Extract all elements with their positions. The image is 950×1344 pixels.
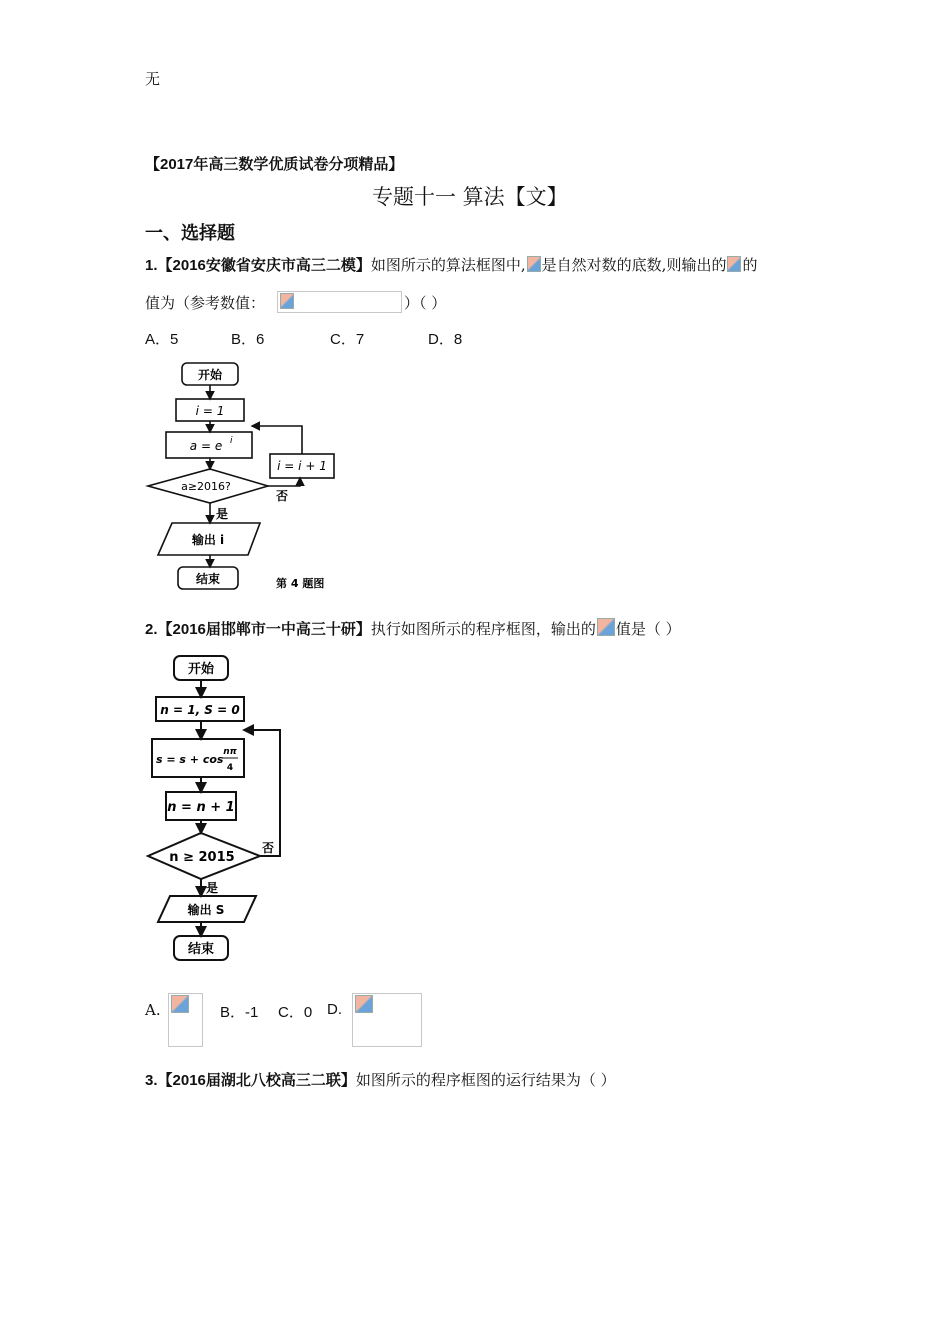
broken-image-icon (280, 293, 294, 309)
flow1-increment-label: i = i + 1 (277, 459, 327, 473)
q1-option-d: D．8 (428, 331, 463, 348)
flow1-assign-label: a = e (189, 439, 223, 453)
q3-text-a: 如图所示的程序框图的运行结果为（ ） (355, 1071, 616, 1089)
broken-image-icon (527, 256, 541, 272)
q2-option-d-image (352, 993, 422, 1047)
flowchart-2 (140, 650, 300, 965)
flow2-frac-den: 4 (226, 763, 234, 773)
flow2-output-label: 输出 S (187, 903, 225, 917)
flow2-end-label: 结束 (187, 942, 215, 957)
q3-source: 【2016届湖北八校高三二联】 (157, 1072, 356, 1089)
q2-text-b: 值是（ ） (615, 620, 681, 638)
header-note: 无 (145, 70, 161, 88)
broken-image-icon (597, 618, 615, 636)
q2-text-a: 执行如图所示的程序框图，输出的 (370, 620, 596, 638)
q2-option-d: D. (327, 1001, 342, 1018)
q2-line1 (145, 618, 681, 639)
flow2-increment-label: n = n + 1 (167, 800, 235, 815)
flow1-end-label: 结束 (195, 572, 221, 586)
reference-value-image (277, 291, 402, 313)
flow1-output-label: 输出 i (191, 533, 225, 547)
flow2-assign-label: s = s + cos (156, 753, 224, 766)
flowchart-1 (140, 355, 350, 595)
flow1-start-label: 开始 (197, 368, 223, 382)
q2-option-c: C．0 (278, 1004, 313, 1021)
q1-text-e: ）（ ） (404, 294, 447, 312)
q2-number: 2. (145, 621, 158, 638)
q2-option-b: B．-1 (220, 1004, 259, 1021)
flow1-assign-sup: i (230, 436, 233, 446)
flow1-caption: 第 4 题图 (276, 577, 325, 590)
q1-option-c: C．7 (330, 331, 365, 348)
broken-image-icon (727, 256, 741, 272)
flow2-init-label: n = 1, S = 0 (160, 703, 240, 717)
q1-number: 1. (145, 257, 158, 274)
flow1-init-label: i = 1 (195, 404, 225, 418)
q3-number: 3. (145, 1072, 158, 1089)
flow2-condition-label: n ≥ 2015 (169, 850, 235, 865)
q2-option-a: A. (145, 1001, 161, 1019)
q2-source: 【2016届邯郸市一中高三十研】 (157, 621, 371, 638)
q1-source: 【2016安徽省安庆市高三二模】 (157, 257, 371, 274)
q2-option-a-image (168, 993, 203, 1047)
q1-text-b: 是自然对数的底数,则输出的 (541, 256, 727, 274)
broken-image-icon (171, 995, 189, 1013)
topic-title: 专题十一 算法【文】 (372, 185, 568, 209)
q1-line1 (145, 254, 757, 275)
section-heading: 一、选择题 (145, 223, 235, 243)
flow1-condition-label: a≥2016? (181, 480, 231, 493)
q1-text-d: 值为（参考数值： (145, 294, 266, 312)
q1-text-a: 如图所示的算法框图中, (370, 256, 526, 274)
flow2-no-label: 否 (262, 841, 275, 855)
flow1-yes-label: 是 (216, 507, 229, 521)
flow2-start-label: 开始 (187, 662, 215, 677)
series-title: 【2017年高三数学优质试卷分项精品】 (145, 156, 404, 173)
flow1-no-label: 否 (276, 489, 289, 503)
q3-line1 (145, 1069, 616, 1090)
flow2-frac-num: nπ (223, 747, 237, 757)
q1-text-c: 的 (742, 256, 758, 274)
flow2-yes-label: 是 (206, 881, 219, 895)
q1-option-b: B．6 (231, 331, 265, 348)
q1-line2 (145, 292, 265, 313)
q1-option-a: A．5 (145, 331, 179, 348)
broken-image-icon (355, 995, 373, 1013)
